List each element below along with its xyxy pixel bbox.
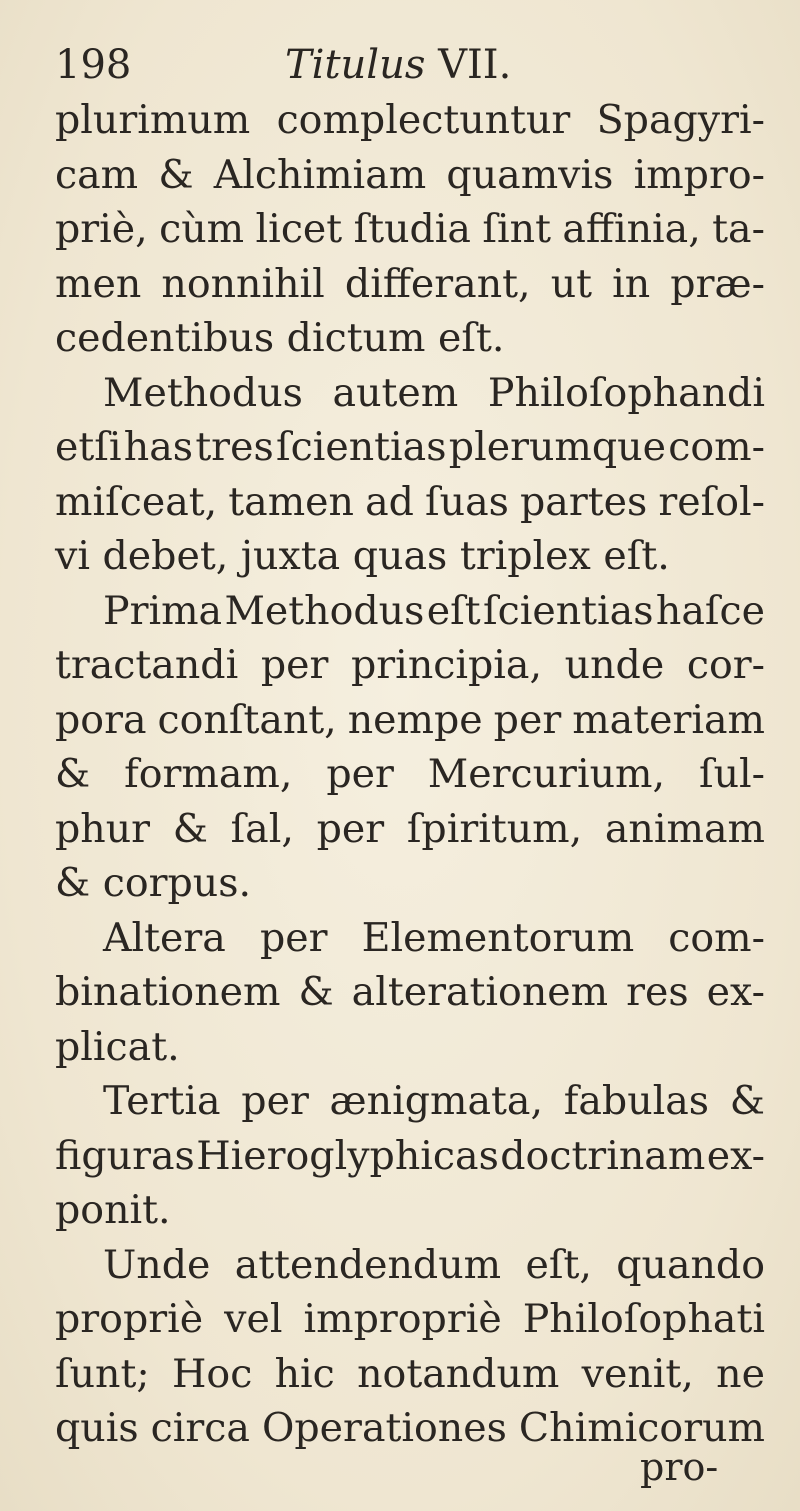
text-line: ponit. (55, 1187, 171, 1233)
text-line: & corpus. (55, 860, 252, 906)
text-line: ſunt; Hoc hic notandum venit, ne (55, 1350, 765, 1397)
text-line: & formam, per Mercurium, ſul- (55, 751, 765, 797)
text-line: Altera per Elementorum com- (103, 914, 765, 961)
text-line: figuras Hieroglyphicas doctrinam ex- (55, 1132, 765, 1179)
text-line: cam & Alchimiam quamvis impro- (55, 151, 765, 198)
running-title-italic: Titulus (285, 42, 426, 88)
text-line: Unde attendendum eſt, quando (103, 1241, 765, 1288)
text-line: vi debet, juxta quas triplex eſt. (55, 533, 670, 579)
text-line: Prima Methodus eſt ſcientias haſce (103, 587, 765, 634)
text-line: Methodus autem Philoſophandi (103, 369, 765, 416)
text-line: pora conſtant, nempe per materiam (55, 696, 765, 743)
text-line: Tertia per ænigmata, fabulas & (103, 1078, 765, 1124)
text-line: quis circa Operationes Chimicorum (55, 1405, 765, 1451)
text-line: etſi has tres ſcientias plerumque com- (55, 424, 765, 470)
running-title-numeral: VII. (438, 42, 512, 88)
text-line: men nonnihil differant, ut in præ- (55, 260, 765, 307)
page-number: 198 (55, 42, 132, 88)
text-line: cedentibus dictum eſt. (55, 315, 505, 361)
body-text (55, 93, 765, 1456)
text-line: miſceat, tamen ad ſuas partes reſol- (55, 478, 765, 525)
running-title (285, 42, 511, 88)
text-line: phur & ſal, per ſpiritum, animam (55, 805, 765, 852)
text-line: tractandi per principia, unde cor- (55, 642, 765, 688)
catchword: pro- (640, 1445, 719, 1489)
text-line: propriè vel impropriè Philoſophati (55, 1296, 765, 1342)
text-line: plurimum complectuntur Spagyri- (55, 97, 765, 143)
text-line: binationem & alterationem res ex- (55, 969, 765, 1015)
text-line: plicat. (55, 1023, 180, 1070)
text-line: priè, cùm licet ſtudia ſint affinia, ta- (55, 206, 765, 252)
